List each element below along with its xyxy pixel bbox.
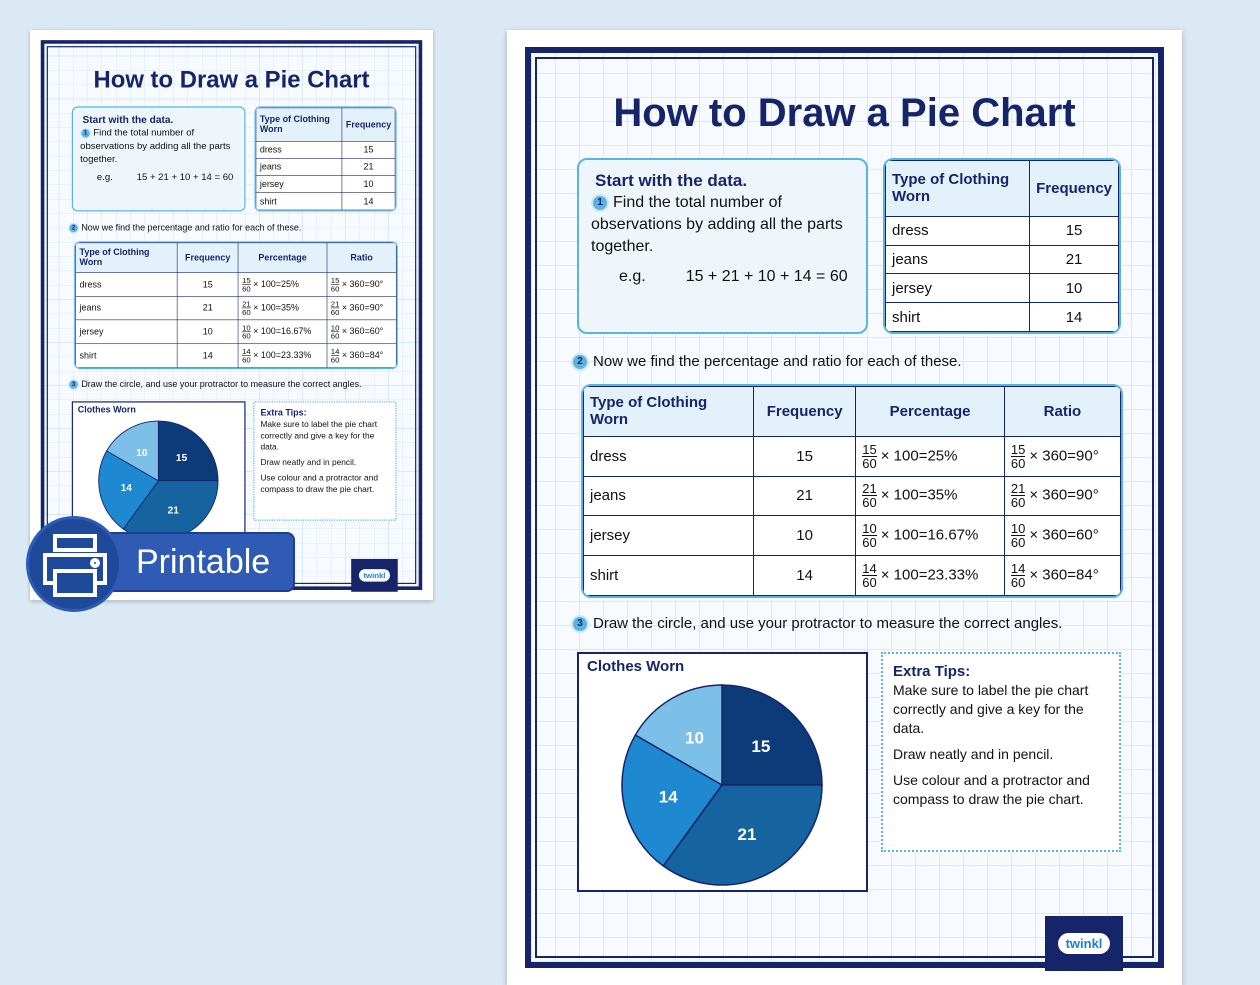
frequency-cell: 15: [754, 436, 856, 476]
denominator: 60: [1010, 575, 1026, 591]
worksheet-title: How to Draw a Pie Chart: [93, 66, 370, 93]
pie-slice-label: 21: [167, 505, 179, 517]
col-type: Type of Clothing Worn: [76, 243, 177, 273]
col-type: Type of Clothing Worn: [584, 387, 754, 437]
ratio-cell: [1004, 476, 1120, 516]
chart-title: Clothes Worn: [77, 404, 136, 416]
extra-tips-box: [881, 652, 1121, 852]
step1-number-badge: 1: [591, 194, 609, 212]
pie-chart: [96, 418, 221, 543]
percentage-calc: × 100=16.67%: [880, 526, 979, 544]
twinkl-logo: [1045, 916, 1123, 971]
ratio-calc: × 360=90°: [1029, 447, 1099, 465]
denominator: 60: [862, 495, 877, 511]
numerator: 14: [862, 561, 877, 577]
tips-heading: Extra Tips:: [893, 663, 971, 680]
type-cell: dress: [256, 141, 342, 158]
col-percentage: Percentage: [856, 387, 1005, 437]
frequency-cell: 15: [342, 141, 395, 158]
tip-item: Make sure to label the pie chart correctly and give a key for the data.: [260, 419, 378, 452]
table-row: [256, 176, 395, 193]
table-row: [886, 303, 1119, 332]
frequency-cell: 21: [177, 296, 238, 320]
percentage-cell: [238, 273, 327, 297]
pie-slice-label: 14: [120, 483, 132, 495]
frequency-cell: 14: [177, 344, 238, 368]
col-frequency: Frequency: [177, 243, 238, 273]
type-cell: jersey: [76, 320, 177, 344]
type-cell: shirt: [886, 303, 1030, 332]
numerator: 15: [242, 275, 251, 285]
eg-label: e.g.: [619, 268, 646, 285]
fraction: [862, 482, 876, 509]
type-cell: jeans: [886, 245, 1030, 274]
table-row: [886, 274, 1119, 303]
step3-number-badge: 3: [571, 615, 589, 633]
step1-box: [577, 158, 868, 334]
worksheet-title: How to Draw a Pie Chart: [613, 91, 1076, 135]
col-frequency: Frequency: [1030, 161, 1119, 217]
fraction: [242, 276, 251, 292]
type-cell: jeans: [584, 476, 754, 516]
tip-item: Draw neatly and in pencil.: [260, 457, 357, 468]
type-cell: dress: [584, 436, 754, 476]
col-ratio: Ratio: [1004, 387, 1120, 437]
printable-badge: Printable: [40, 532, 295, 592]
fraction: [862, 522, 876, 549]
frequency-cell: 15: [177, 273, 238, 297]
eg-label: e.g.: [96, 172, 113, 183]
twinkl-logo: [351, 559, 398, 592]
table-row: [256, 158, 395, 175]
numerator: 21: [330, 299, 340, 309]
table-row: [584, 476, 1121, 516]
printer-icon: [26, 516, 122, 612]
ratio-calc: × 360=90°: [341, 279, 384, 290]
denominator: 60: [242, 331, 251, 341]
percentage-cell: [856, 556, 1005, 596]
pie-slice: [722, 685, 822, 785]
ratio-calc: × 360=90°: [341, 302, 384, 313]
percentage-calc: × 100=35%: [880, 486, 958, 504]
ratio-cell: [327, 273, 396, 297]
percentage-cell: [238, 296, 327, 320]
numerator: 21: [1010, 481, 1026, 497]
fraction: [242, 324, 251, 340]
eg-sum: 15 + 21 + 10 + 14 = 60: [685, 268, 848, 285]
numerator: 21: [862, 481, 877, 497]
table-row: [584, 436, 1121, 476]
fraction: [331, 300, 340, 316]
fraction: [1011, 562, 1025, 589]
pie-slice: [158, 421, 218, 481]
fraction: [242, 348, 251, 364]
step1-text: Find the total number of observations by adding all the parts together.: [80, 127, 231, 165]
percentage-cell: [856, 476, 1005, 516]
pie-slice-label: 15: [751, 737, 771, 757]
col-type: Type of Clothing Worn: [256, 108, 342, 141]
extra-tips-box: [253, 401, 396, 520]
step2: [571, 351, 1148, 373]
frequency-cell: 10: [754, 516, 856, 556]
table-row: [584, 556, 1121, 596]
percentage-ratio-table: [74, 241, 398, 369]
step3-text: Draw the circle, and use your protractor to measure the correct angles.: [593, 615, 1063, 632]
type-cell: jersey: [584, 516, 754, 556]
step1-box: [72, 106, 246, 211]
denominator: 60: [862, 535, 877, 551]
frequency-cell: 21: [754, 476, 856, 516]
fraction: [331, 324, 340, 340]
numerator: 14: [1010, 561, 1026, 577]
worksheet-page-thumbnail: [30, 30, 433, 600]
tips-heading: Extra Tips:: [260, 407, 307, 419]
denominator: 60: [242, 355, 251, 365]
step1-heading: Start with the data.: [595, 171, 748, 190]
ratio-cell: [327, 296, 396, 320]
percentage-cell: [238, 320, 327, 344]
percentage-cell: [856, 436, 1005, 476]
step2-text: Now we find the percentage and ratio for each of these.: [81, 222, 302, 233]
denominator: 60: [1010, 455, 1026, 471]
table-row: [76, 344, 397, 368]
fraction: [331, 348, 340, 364]
ratio-cell: [1004, 556, 1120, 596]
percentage-calc: × 100=23.33%: [253, 350, 312, 361]
frequency-cell: 15: [1030, 216, 1119, 245]
denominator: 60: [862, 455, 877, 471]
chart-title: Clothes Worn: [587, 658, 685, 675]
type-cell: dress: [886, 216, 1030, 245]
pie-slice-label: 10: [136, 447, 148, 459]
pie-slice-label: 15: [175, 453, 188, 465]
type-cell: jeans: [256, 158, 342, 175]
denominator: 60: [242, 284, 251, 294]
frequency-cell: 21: [342, 158, 395, 175]
table-row: [76, 273, 397, 297]
table-row: [256, 141, 395, 158]
step2-number-badge: 2: [68, 223, 79, 234]
table-row: [256, 193, 395, 210]
tip-item: Draw neatly and in pencil.: [893, 746, 1054, 762]
numerator: 15: [330, 275, 340, 285]
type-cell: shirt: [256, 193, 342, 210]
percentage-ratio-table: [581, 384, 1123, 598]
numerator: 10: [242, 323, 251, 333]
numerator: 10: [1010, 521, 1026, 537]
table-row: [584, 516, 1121, 556]
worksheet-page-preview: [507, 30, 1182, 985]
worksheet-frame: [41, 40, 422, 590]
percentage-calc: × 100=16.67%: [253, 326, 312, 337]
numerator: 15: [1010, 441, 1026, 457]
denominator: 60: [1010, 495, 1026, 511]
col-type: Type of Clothing Worn: [886, 161, 1030, 217]
pie-chart-box: [577, 652, 868, 892]
denominator: 60: [330, 284, 340, 294]
numerator: 14: [242, 347, 251, 357]
fraction: [862, 562, 876, 589]
tip-item: Use colour and a protractor and compass to draw the pie chart.: [893, 772, 1090, 807]
pie-chart: [617, 680, 827, 890]
col-frequency: Frequency: [754, 387, 856, 437]
table-row: [886, 245, 1119, 274]
denominator: 60: [330, 331, 340, 341]
denominator: 60: [1010, 535, 1026, 551]
step3-number-badge: 3: [68, 379, 79, 390]
fraction: [331, 276, 340, 292]
fraction: [1011, 443, 1025, 470]
step3: [571, 613, 1148, 635]
ratio-cell: [1004, 516, 1120, 556]
frequency-table: [254, 106, 396, 211]
worksheet-frame: [525, 47, 1164, 968]
step2: [68, 222, 412, 235]
ratio-cell: [1004, 436, 1120, 476]
step2-number-badge: 2: [571, 353, 589, 371]
step2-text: Now we find the percentage and ratio for each of these.: [593, 353, 962, 370]
frequency-cell: 14: [1030, 303, 1119, 332]
type-cell: shirt: [76, 344, 177, 368]
ratio-calc: × 360=90°: [1029, 486, 1099, 504]
frequency-cell: 14: [342, 193, 395, 210]
frequency-cell: 21: [1030, 245, 1119, 274]
step3-text: Draw the circle, and use your protractor to measure the correct angles.: [81, 379, 362, 390]
logo-text: twinkl: [1058, 933, 1111, 954]
step1-number-badge: 1: [80, 128, 91, 139]
fraction: [862, 443, 876, 470]
type-cell: jersey: [886, 274, 1030, 303]
denominator: 60: [330, 355, 340, 365]
step1-heading: Start with the data.: [82, 114, 174, 126]
numerator: 10: [862, 521, 877, 537]
table-row: [886, 216, 1119, 245]
ratio-calc: × 360=84°: [341, 350, 384, 361]
percentage-calc: × 100=35%: [253, 302, 299, 313]
percentage-cell: [856, 516, 1005, 556]
fraction: [1011, 522, 1025, 549]
denominator: 60: [330, 307, 340, 317]
percentage-cell: [238, 344, 327, 368]
tip-item: Make sure to label the pie chart correctly and give a key for the data.: [893, 682, 1089, 736]
numerator: 14: [330, 347, 340, 357]
ratio-cell: [327, 320, 396, 344]
type-cell: jeans: [76, 296, 177, 320]
fraction: [242, 300, 251, 316]
frequency-cell: 10: [177, 320, 238, 344]
denominator: 60: [862, 575, 877, 591]
percentage-calc: × 100=25%: [880, 447, 958, 465]
percentage-calc: × 100=23.33%: [880, 566, 979, 584]
type-cell: dress: [76, 273, 177, 297]
step3: [68, 378, 412, 391]
ratio-calc: × 360=60°: [1029, 526, 1099, 544]
numerator: 10: [330, 323, 340, 333]
col-ratio: Ratio: [327, 243, 396, 273]
frequency-cell: 10: [342, 176, 395, 193]
frequency-cell: 10: [1030, 274, 1119, 303]
denominator: 60: [242, 307, 251, 317]
table-row: [76, 296, 397, 320]
type-cell: jersey: [256, 176, 342, 193]
numerator: 15: [862, 441, 877, 457]
tip-item: Use colour and a protractor and compass to draw the pie chart.: [260, 472, 378, 494]
col-percentage: Percentage: [238, 243, 327, 273]
pie-slice-label: 21: [737, 825, 757, 845]
frequency-cell: 14: [754, 556, 856, 596]
fraction: [1011, 482, 1025, 509]
type-cell: shirt: [584, 556, 754, 596]
pie-slice-label: 10: [685, 728, 704, 748]
col-frequency: Frequency: [342, 108, 395, 141]
ratio-cell: [327, 344, 396, 368]
numerator: 21: [242, 299, 251, 309]
logo-text: twinkl: [359, 569, 391, 582]
ratio-calc: × 360=60°: [341, 326, 384, 337]
eg-sum: 15 + 21 + 10 + 14 = 60: [136, 172, 234, 183]
pie-slice-label: 14: [658, 787, 678, 807]
frequency-table: [883, 158, 1121, 334]
table-row: [76, 320, 397, 344]
percentage-calc: × 100=25%: [253, 279, 299, 290]
ratio-calc: × 360=84°: [1029, 566, 1099, 584]
step1-text: Find the total number of observations by adding all the parts together.: [591, 194, 843, 255]
